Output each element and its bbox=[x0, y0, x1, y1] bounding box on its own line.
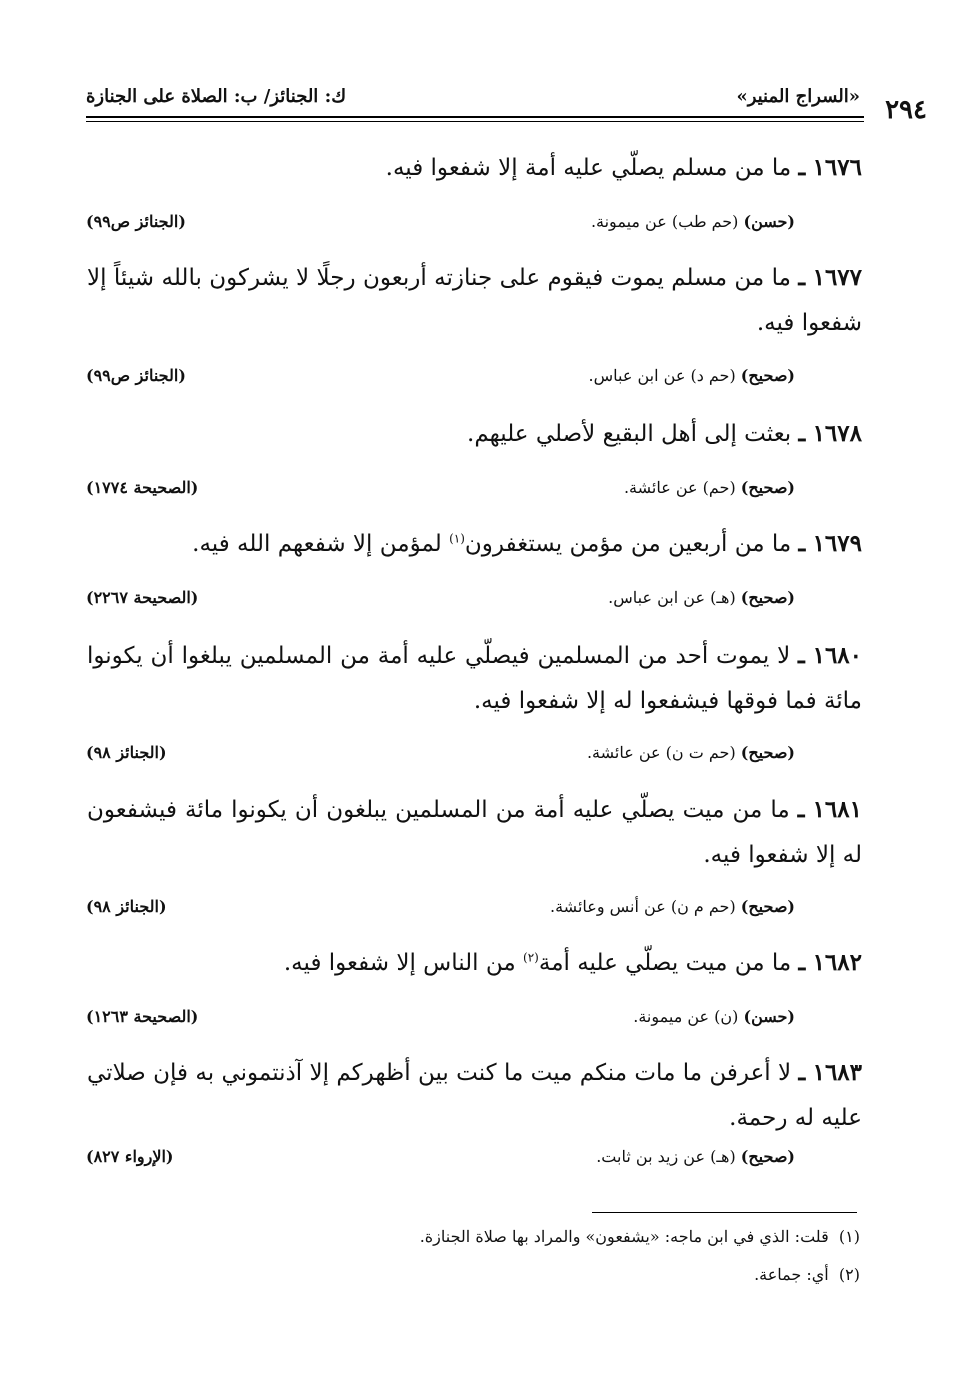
footnote-text: أي: جماعة. bbox=[754, 1265, 829, 1284]
hadith-reference: (الصحيحة ١٧٧٤) bbox=[86, 478, 199, 497]
hadith-number: ١٦٨٠ bbox=[812, 642, 863, 669]
hadith-reference: (الصحيحة ٢٢٦٧) bbox=[86, 588, 199, 607]
footnote-2 bbox=[754, 1265, 860, 1284]
hadith-text: ما من ميت يصلّي عليه أمة من المسلمين يبلغون أن يكونوا مائة فيشفعون له إلا شفعوا فيه. bbox=[87, 797, 862, 868]
footnote-mark: (١) bbox=[838, 1227, 860, 1246]
hadith-number: ١٦٧٦ bbox=[812, 154, 862, 181]
header-rule-thin bbox=[86, 121, 864, 122]
footnote-marker[interactable]: (٢) bbox=[523, 950, 539, 965]
hadith-reference: (الجنائز ٩٨) bbox=[86, 897, 167, 916]
hadith-number: ١٦٨١ bbox=[812, 796, 862, 823]
hadith-reference: (الجنائز ٩٨) bbox=[86, 743, 167, 762]
hadith-text: لا أعرفن ما مات منكم ميت ما كنت بين أظهركم إلا آذنتموني به فإن صلاتي عليه له رحمة. bbox=[87, 1060, 862, 1131]
hadith-source: (حسن) (حم طب) عن ميمونة. bbox=[590, 212, 795, 231]
hadith-source: (صحيح) (حم د) عن ابن عباس. bbox=[588, 366, 795, 385]
footnote-text: قلت: الذي في ابن ماجه: «يشفعون» والمراد بها صلاة الجنازة. bbox=[419, 1227, 829, 1246]
hadith-source: (صحيح) (حم) عن عائشة. bbox=[623, 478, 795, 497]
hadith-source: (حسن) (ن) عن ميمونة. bbox=[633, 1007, 795, 1026]
hadith-1678: ١٦٧٨ ـ بعثت إلى أهل البقيع لأصلي عليهم. bbox=[467, 420, 862, 447]
hadith-source: (صحيح) (هـ) عن زيد بن ثابت. bbox=[596, 1147, 795, 1166]
hadith-reference: (الصحيحة ١٢٦٣) bbox=[86, 1007, 199, 1026]
hadith-number: ١٦٧٩ bbox=[812, 530, 862, 557]
hadith-reference: (الإرواء ٨٢٧) bbox=[86, 1147, 174, 1166]
hadith-source: (صحيح) (هـ) عن ابن عباس. bbox=[608, 588, 795, 607]
hadith-1679: ١٦٧٩ ـ ما من أربعين من مؤمن يستغفرون$^{(١)}$ لمؤمن إلا شفعهم الله فيه. bbox=[192, 530, 862, 557]
hadith-source: (صحيح) (حم م ن) عن أنس وعائشة. bbox=[550, 897, 795, 916]
hadith-1680: ١٦٨٠ ـ لا يموت أحد من المسلمين فيصلّي عليه أمة من المسلمين يبلغوا أن يكونوا مائة فما فوقها فيشفعوا له إلا شفعوا فيه. bbox=[87, 642, 863, 714]
footnote-1 bbox=[420, 1227, 860, 1246]
hadith-text: ما من ميت يصلّي عليه أمة bbox=[538, 950, 792, 976]
hadith-text: ما من أربعين من مؤمن يستغفرون bbox=[464, 531, 792, 557]
hadith-reference: (الجنائز ص٩٩) bbox=[86, 212, 186, 231]
hadith-text: بعثت إلى أهل البقيع لأصلي عليهم. bbox=[467, 421, 792, 447]
hadith-1676: ١٦٧٦ ـ ما من مسلم يصلّي عليه أمة إلا شفعوا فيه. bbox=[385, 154, 862, 181]
hadith-1683: ١٦٨٣ ـ لا أعرفن ما مات منكم ميت ما كنت بين أظهركم إلا آذنتموني به فإن صلاتي عليه له رحمة. bbox=[87, 1059, 863, 1131]
hadith-1677: ١٦٧٧ ـ ما من مسلم يموت فيقوم على جنازته أربعون رجلًا لا يشركون بالله شيئاً إلا شفعوا فيه. bbox=[87, 264, 863, 336]
hadith-text: ما من مسلم يموت فيقوم على جنازته أربعون رجلًا لا يشركون بالله شيئاً إلا شفعوا فيه. bbox=[87, 265, 862, 336]
hadith-1682: ١٦٨٢ ـ ما من ميت يصلّي عليه أمة$^{(٢)}$ من الناس إلا شفعوا فيه. bbox=[283, 949, 862, 976]
hadith-reference: (الجنائز ص٩٩) bbox=[86, 366, 186, 385]
hadith-number: ١٦٨٣ bbox=[812, 1059, 863, 1086]
hadith-text: لا يموت أحد من المسلمين فيصلّي عليه أمة من المسلمين يبلغوا أن يكونوا مائة فما فوقها فيشفعوا له إلا شفعوا فيه. bbox=[87, 643, 862, 714]
running-head-chapter: ك: الجنائز/ ب: الصلاة على الجنازة bbox=[86, 86, 347, 107]
header-rule bbox=[86, 116, 864, 118]
hadith-1681: ١٦٨١ ـ ما من ميت يصلّي عليه أمة من المسلمين يبلغون أن يكونوا مائة فيشفعون له إلا شفعوا فيه. bbox=[87, 796, 862, 868]
footnote-rule bbox=[592, 1212, 857, 1213]
hadith-number: ١٦٨٢ bbox=[812, 949, 862, 976]
hadith-text: ما من مسلم يصلّي عليه أمة إلا شفعوا فيه. bbox=[385, 155, 792, 181]
hadith-number: ١٦٧٧ bbox=[812, 264, 863, 291]
hadith-text-cont: من الناس إلا شفعوا فيه. bbox=[283, 950, 524, 976]
running-head-book-title: «السراج المنير» bbox=[736, 86, 860, 107]
hadith-text-cont: لمؤمن إلا شفعهم الله فيه. bbox=[192, 531, 450, 557]
hadith-number: ١٦٧٨ bbox=[812, 420, 862, 447]
footnote-marker[interactable]: (١) bbox=[449, 531, 465, 546]
footnote-mark: (٢) bbox=[838, 1265, 860, 1284]
page-number: ٢٩٤ bbox=[885, 95, 927, 125]
hadith-source: (صحيح) (حم ت ن) عن عائشة. bbox=[586, 743, 795, 762]
